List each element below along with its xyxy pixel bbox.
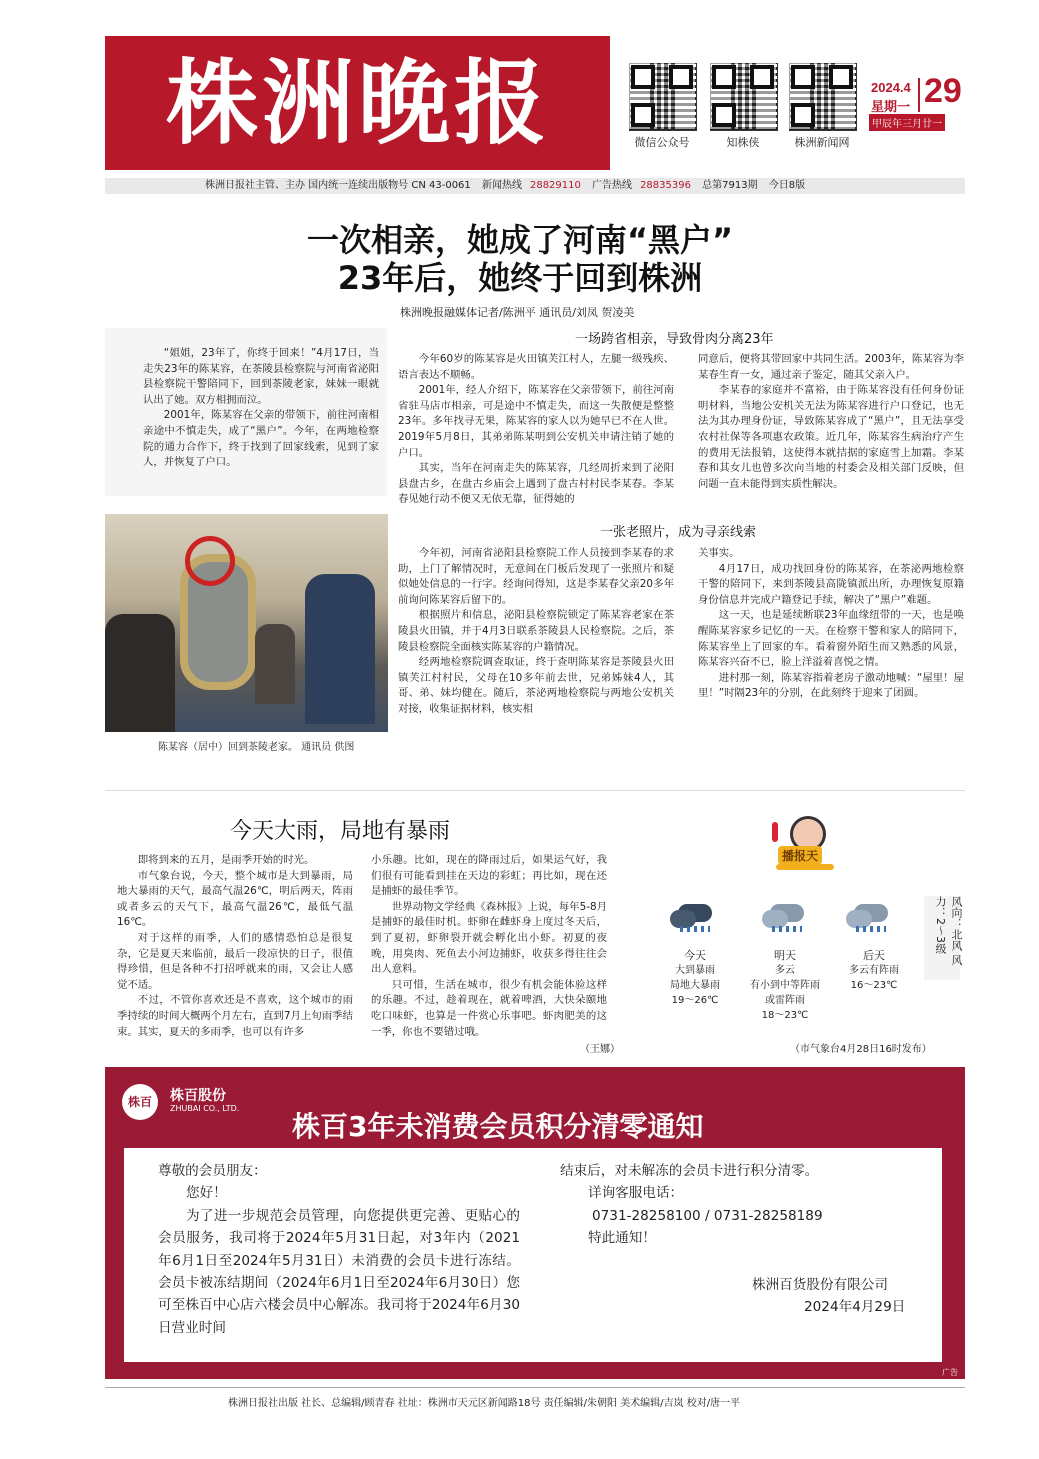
weather-anchor-badge — [768, 816, 840, 876]
section-divider — [105, 790, 965, 791]
paragraph: 根据照片和信息，泌阳县检察院锁定了陈某容老家在茶陵县火田镇，并于4月3日联系茶陵县人民检察院。之后，茶陵县检察院全面核实陈某容的户籍情况。 — [398, 609, 674, 653]
ad-greeting: 尊敬的会员朋友： — [158, 1163, 267, 1179]
weather-article-column1 — [117, 853, 353, 1040]
relative-figure — [105, 614, 175, 732]
ad-brand-name: 株百股份 — [170, 1088, 226, 1104]
weather-headline: 今天大雨，局地有暴雨 — [230, 819, 451, 844]
forecast-today — [655, 948, 735, 1008]
paragraph: 其实，当年在河南走失的陈某容，几经周折来到了泌阳县盘古乡，在盘古乡庙会上遇到了盘古村村民李某春。李某春见她行动不便又无依无靠，征得她的 — [398, 462, 674, 506]
ad-body: 为了进一步规范会员管理，向您提供更完善、更贴心的会员服务，我司将于2024年5月31日起，对3年内（2021年6月1日至2024年5月31日）未消费的会员卡进行冻结。会员卡被冻结期间（2024年6月1日至2024年6月30日）您可至株百中心店六楼会员中心解冻。我司将于2024年6月30日营业时间 — [158, 1207, 520, 1336]
ad-notice-column1 — [158, 1160, 520, 1339]
showers-icon — [762, 898, 812, 932]
officer-figure — [305, 574, 375, 724]
seated-woman-figure — [255, 624, 295, 704]
lead-paragraph: “姐姐，23年了，你终于回来！”4月17日，当走失23年的陈某容，在茶陵县检察院与河南省泌阳县检察院干警陪同下，回到茶陵老家，妹妹一眼就认出了她。双方相拥而泣。 — [143, 347, 379, 406]
day-temp: 19～26℃ — [671, 995, 719, 1006]
day-name: 今天 — [684, 949, 706, 962]
lunar-date: 甲辰年三月廿一 — [869, 114, 945, 131]
section2-column2 — [698, 546, 964, 702]
paragraph: 今年60岁的陈某容是火田镇芙江村人，左腿一级残疾、语言表达不顺畅。 — [398, 353, 674, 381]
ad-sign-date: 2024年4月29日 — [804, 1299, 906, 1315]
paragraph: 经两地检察院调查取证，终于查明陈某容是茶陵县火田镇芙江村村民，父母在10多年前去世，兄弟姊妹4人，其哥、弟、妹均健在。随后，茶泌两地检察院与两地公安机关对接，收集证据材料，核实相 — [398, 656, 674, 715]
wind-box — [924, 896, 963, 980]
ad-body-continued: 结束后，对未解冻的会员卡进行积分清零。 — [560, 1163, 819, 1179]
cloudy-showers-icon — [846, 898, 896, 932]
paragraph: 小乐趣。比如，现在的降雨过后，如果运气好，我们很有可能看到挂在天边的彩虹；再比如，现在还是捕虾的最佳季节。 — [371, 854, 607, 898]
qr-code-zhizhuxia-icon — [710, 63, 776, 129]
paragraph: 同意后，便将其带回家中共同生活。2003年，陈某容为李某春生育一女，通过亲子鉴定，随其父亲入户。 — [698, 353, 964, 381]
paragraph: 即将到来的五月，是雨季开始的时光。 — [137, 854, 315, 866]
news-photo — [105, 514, 388, 732]
pages-today: 今日8版 — [768, 180, 806, 191]
day-temp: 18～23℃ — [761, 1010, 809, 1021]
ad-title: 株百3年未消费会员积分清零通知 — [292, 1110, 704, 1143]
paragraph: 4月17日，成功找回身份的陈某容，在茶泌两地检察干警的陪同下，来到茶陵县高陇镇派出所，办理恢复原籍身份信息并完成户籍登记手续，解决了“黑户”难题。 — [698, 562, 964, 606]
day-name: 后天 — [863, 949, 885, 962]
section2-column1 — [398, 546, 674, 718]
zhubai-logo-icon: 株百 — [122, 1084, 158, 1120]
publisher-info: 株洲日报社主管、主办 国内统一连续出版物号 CN 43-0061 — [205, 180, 471, 191]
news-hotline-label: 新闻热线 — [481, 180, 522, 191]
photo-caption: 陈某容（居中）回到茶陵老家。 通讯员 供图 — [158, 742, 355, 753]
page-number: 29 — [924, 72, 962, 110]
paragraph: 李某春的家庭并不富裕，由于陈某容没有任何身份证明材料，当地公安机关无法为陈某容进行户口登记，也无法为其办理身份证，导致陈某容成了“黑户”，且无法享受农村社保等各项惠农政策。近几年，陈某容生病治疗产生的费用无法报销，这使得本就拮据的家庭雪上加霜。李某春和其女儿也曾多次向当地的村委会及相关部门反映，但问题一直未能得到实质性解决。 — [698, 384, 964, 490]
ad-brand-english: ZHUBAI CO., LTD. — [170, 1104, 240, 1113]
qr-label-news-site: 株洲新闻网 — [794, 136, 850, 149]
footer-credits: 株洲日报社出版 社长、总编辑/顾青春 社址：株洲市天元区新闻路18号 责任编辑/朱朝阳 美术编辑/吉岚 校对/唐一平 — [228, 1398, 741, 1409]
footer-rule — [105, 1387, 965, 1388]
headline-line-2: 23年后，她终于回到株洲 — [337, 259, 703, 297]
day-desc: 多云有阵雨 — [849, 965, 899, 976]
weather-article-column2 — [371, 853, 607, 1040]
news-hotline: 28829110 — [529, 180, 581, 191]
wreath-shape — [185, 536, 235, 586]
paragraph: 市气象台说，今天，整个城市是大到暴雨，局地大暴雨的天气，最高气温26℃，明后两天，阵雨或者多云的天气下，最高气温26℃，最低气温16℃。 — [117, 869, 353, 929]
paragraph: 今年初，河南省泌阳县检察院工作人员接到李某春的求助，上门了解情况时，无意间在门板后发现了一张照片和疑似她处信息的一行字。经询问得知，这是李某春父亲20多年前询问陈某容后留下的。 — [398, 547, 674, 606]
subheading-1: 一场跨省相亲，导致骨肉分离23年 — [575, 332, 774, 347]
lead-box — [105, 328, 387, 496]
paragraph: 关事实。 — [698, 547, 740, 559]
day-desc: 有小到中等阵雨 — [750, 980, 820, 991]
qr-label-wechat: 微信公众号 — [634, 136, 690, 149]
subheading-2: 一张老照片，成为寻亲线索 — [600, 525, 757, 540]
issue-weekday: 星期一 — [871, 99, 911, 114]
ad-closing: 特此通知！ — [588, 1230, 656, 1247]
day-desc: 多云 — [775, 965, 795, 976]
newspaper-title: 株洲晚报 — [165, 49, 550, 157]
byline: 株洲晚报融媒体记者/陈洲平 通讯员/刘凤 贺凌美 — [400, 306, 635, 319]
ad-signer: 株洲百货股份有限公司 — [752, 1277, 888, 1293]
qr-code-news-site-icon — [789, 63, 855, 129]
wind-info: 风向：北风 风力：2～3级 — [934, 896, 963, 966]
lead-paragraph: 2001年，陈某容在父亲的带领下，前往河南相亲途中不慎走失，成了“黑户”。今年，在两地检察院的通力合作下，终于找到了回家线索，见到了家人，并恢复了户口。 — [143, 409, 379, 469]
day-desc: 大到暴雨 — [675, 965, 715, 976]
paragraph: 2001年，经人介绍下，陈某容在父亲带领下，前往河南省驻马店市相亲，可是途中不慎走失，而这一失散便是整整23年。多年找寻无果，陈某容的家人以为她早已不在人世。2019年5月8日，其弟弟陈某明到公安机关申请注销了她的户口。 — [398, 384, 674, 459]
qr-label-zhizhuxia: 知株侠 — [726, 136, 760, 149]
ad-notice-column2 — [560, 1160, 930, 1250]
paragraph: 这一天，也是延续断联23年血缘纽带的一天，也是唤醒陈某容家乡记忆的一天。在检察干警和家人的陪同下，陈某容坐上了回家的车。看着窗外陌生而又熟悉的风景，陈某容兴奋不已，脸上洋溢着喜悦之情。 — [698, 609, 964, 669]
day-name: 明天 — [774, 949, 796, 962]
paragraph: 对于这样的雨季，人们的感情恐怕总是很复杂，它是夏天来临前，最后一段凉快的日子，很值得珍惜，但是各种不打招呼就来的雨，又会让人感觉不适。 — [117, 931, 353, 991]
ad-tag: 广告 — [942, 1368, 958, 1377]
article-author: （王娜） — [580, 1044, 620, 1055]
section1-column1 — [398, 352, 674, 508]
ad-service-phone: 0731-28258100 / 0731-28258189 — [592, 1207, 823, 1224]
day-temp: 16～23℃ — [850, 980, 898, 991]
day-desc: 或雷阵雨 — [765, 995, 805, 1006]
paragraph: 进村那一刻，陈某容指着老房子激动地喊：“屋里！屋里！”时隔23年的分别，在此刻终于迎来了团圆。 — [698, 671, 964, 700]
paragraph: 不过，不管你喜欢还是不喜欢，这个城市的雨季持续的时间大概两个月左右，直到7月上旬雨季结束。其实，夏天的多雨季，也可以有许多 — [117, 994, 353, 1038]
headline-line-1: 一次相亲，她成了河南“黑户” — [306, 221, 734, 259]
weather-source: （市气象台4月28日16时发布） — [790, 1044, 932, 1055]
issue-date: 2024.4 — [871, 80, 911, 95]
forecast-tomorrow — [740, 948, 830, 1023]
paragraph: 只可惜，生活在城市，很少有机会能体验这样的乐趣。不过，趁着现在，就着啤酒，大快朵颐地吃口味虾，也算是一件赏心乐事吧。虾肉肥美的这一季，你也不要错过哦。 — [371, 978, 607, 1038]
ad-service-label: 详询客服电话： — [588, 1185, 684, 1202]
badge-underline — [776, 864, 834, 870]
info-bar — [105, 178, 965, 194]
section1-column2 — [698, 352, 964, 492]
day-desc: 局地大暴雨 — [670, 980, 720, 991]
ad-hotline: 28835396 — [640, 180, 691, 191]
forecast-day-after — [832, 948, 916, 993]
ad-hello: 您好！ — [186, 1185, 227, 1202]
date-divider — [918, 78, 920, 112]
thermometer-icon — [772, 822, 778, 842]
heavy-rain-icon — [670, 898, 720, 932]
qr-code-wechat-icon — [629, 63, 695, 129]
weather-badge-label: 播报天 — [778, 846, 822, 865]
paragraph: 世界动物文学经典《森林报》上说，每年5-8月是捕虾的最佳时机。虾卵在雌虾身上度过冬天后，到了夏初，虾卵裂开就会孵化出小虾。初夏的夜晚，用臭肉、死鱼去小河边捕虾，收获多得往往会出人意料。 — [371, 900, 607, 976]
issue-total: 总第7913期 — [702, 180, 758, 191]
ad-hotline-label: 广告热线 — [592, 180, 633, 191]
